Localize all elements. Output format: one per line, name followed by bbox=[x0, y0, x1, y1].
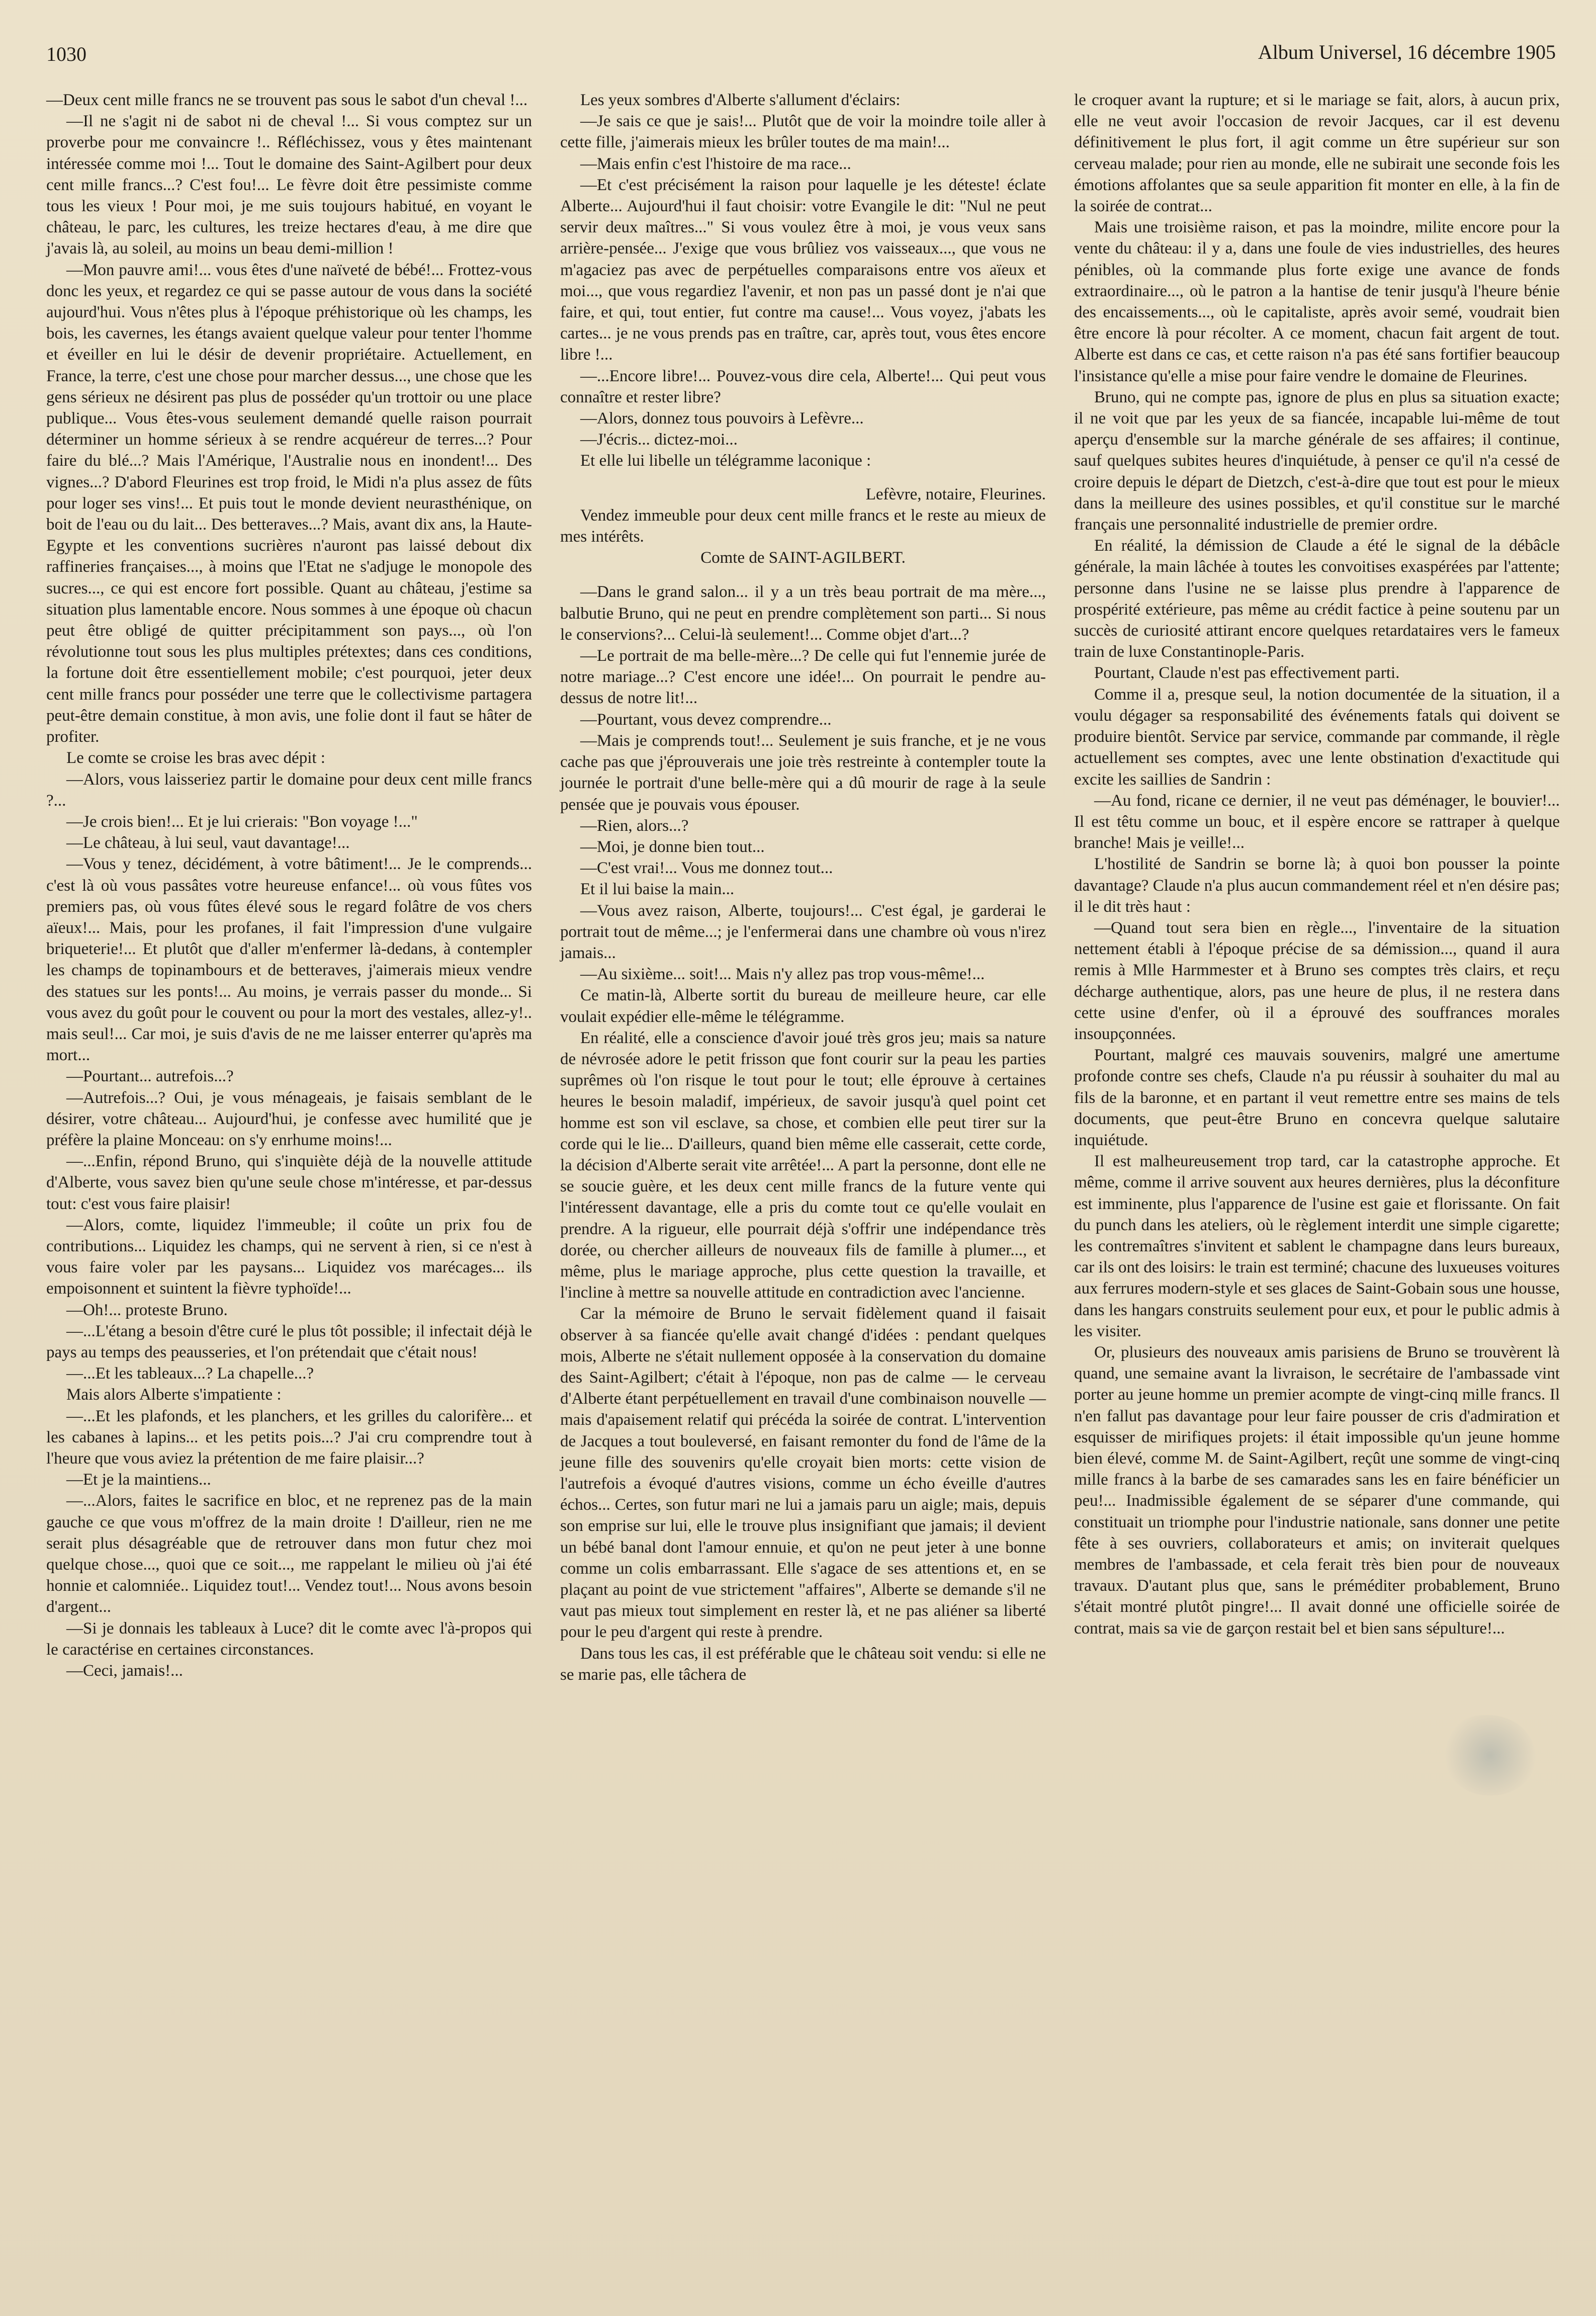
paragraph: —Pourtant, vous devez comprendre... bbox=[580, 710, 832, 729]
paragraph: —...Enfin, répond Bruno, qui s'inquiète déjà de la nouvelle attitude d'Alberte, vous savez bien qu'une seule chose m'intéresse, et par-dessus tout: c'est vous faire plaisir! bbox=[46, 1152, 532, 1213]
page-number: 1030 bbox=[46, 43, 86, 65]
paragraph: En réalité, la démission de Claude a été le signal de la débâcle générale, la main lâchée à toutes les convoitises exaspérées par l'attente; personne dans l'usine ne se laisse plus prendre à l'apparence de prospérité extérieure, pas même au crédit factice à peine soutenu par un succès de curiosité attirant encore quelques retardataires vers le fameux train de luxe Constantinople-Paris. bbox=[1074, 537, 1560, 661]
paragraph: Les yeux sombres d'Alberte s'allument d'éclairs: bbox=[580, 91, 901, 109]
paragraph: —Et je la maintiens... bbox=[66, 1471, 211, 1489]
paragraph: —Je crois bien!... Et je lui crierais: "Bon voyage !..." bbox=[66, 812, 418, 831]
telegram-body: Vendez immeuble pour deux cent mille francs et le reste au mieux de mes intérêts. bbox=[560, 506, 1046, 546]
paragraph: —Au sixième... soit!... Mais n'y allez pas trop vous-même!... bbox=[580, 965, 985, 984]
page-header bbox=[46, 33, 1556, 68]
paragraph: Car la mémoire de Bruno le servait fidèlement quand il faisait observer à sa fiancée qu'elle avait changé d'idées : pendant quelques mois, Alberte ne s'était nullement opposée à la conservation du domaine des Saint-Agilbert; c'était à l'époque, non pas de calme — le cerveau d'Alberte étant perpétuellement en travail d'une combinaison nouvelle — mais d'apaisement relatif qui précéda la soirée de contrat. L'intervention de Jacques a tout bouleversé, en faisant remonter du fond de l'âme de la jeune fille des souvenirs qu'elle croyait bien morts: cette vision de l'autrefois a évoqué d'autres visions, comme un écho éveille d'autres échos... Certes, son futur mari ne lui a jamais paru un aigle; mais, depuis son emprise sur lui, elle le trouve plus insignifiant que jamais; il devient un bébé banal dont l'amour ennuie, et qu'on ne peut jeter à une bonne comme un colis embarrassant. Elle s'agace de ses attentions et, en se plaçant au point de vue strictement "affaires", Alberte se demande s'il ne vaut pas mieux tout simplement en rester là, et ne pas aliéner sa liberté pour le peu d'argent qui reste à prendre. bbox=[560, 1305, 1046, 1642]
paragraph: Mais une troisième raison, et pas la moindre, milite encore pour la vente du château: il y a, dans une foule de vies industrielles, des heures pénibles, où la commande plus forte exige une avance de fonds extraordinaire..., où le patron a la hantise de tenir jusqu'à l'heure bénie des encaissements..., où le capitaliste, après avoir semé, voudrait bien être encore là pour récolter. A ce moment, chacun fait argent de tout. Alberte est dans ce cas, et cette raison n'a pas été sans fortifier beaucoup l'insistance qu'elle a mise pour faire vendre le domaine de Fleurines. bbox=[1074, 218, 1560, 385]
paragraph: Et il lui baise la main... bbox=[580, 880, 735, 899]
paragraph: Ce matin-là, Alberte sortit du bureau de meilleure heure, car elle voulait expédier elle-même le télégramme. bbox=[560, 986, 1046, 1026]
paragraph: —Mon pauvre ami!... vous êtes d'une naïveté de bébé!... Frottez-vous donc les yeux, et regardez ce qui se passe autour de vous dans la société aujourd'hui. Vous n'êtes plus à l'époque préhistorique où les champs, les bois, les cavernes, les étangs avaient quelque valeur pour tenter l'homme et éveiller en lui le désir de devenir propriétaire. Actuellement, en France, la terre, c'est une chose pour marcher dessus..., une chose que les gens sérieux ne désirent pas plus de posséder qu'un trottoir ou une place publique... Vous êtes-vous seulement demandé quelle raison pourrait déterminer un homme sérieux à se rendre acquéreur de terres...? Pour faire du blé...? Mais l'Amérique, l'Australie nous en inondent!... Des vignes...? D'abord Fleurines est trop froid, le Midi n'a plus assez de fûts pour loger ses vins!... Et puis tout le monde devient neurasthénique, on boit de l'eau ou du lait... Des betteraves...? Mais, avant dix ans, la Haute-Egypte et les conventions sucrières n'auront pas laissé debout dix raffineries françaises..., à moins que l'Etat ne s'adjuge le monopole des sucres..., ce qui est encore fort possible. Quant au château, j'estime sa situation plus lamentable encore. Nous sommes à une époque où chacun peut être obligé de quitter précipitamment son pays..., où l'on révolutionne tout sous les plus multiples prétextes; dans ces conditions, la fortune doit être essentiellement mobile; c'est pourquoi, jeter deux cent mille francs pour posséder une terre que le collectivisme partagera peut-être demain constitue, à mon avis, une folie dont il faut se hâter de profiter. bbox=[46, 261, 532, 746]
paragraph: —Rien, alors...? bbox=[580, 816, 689, 835]
paragraph: —J'écris... dictez-moi... bbox=[580, 431, 738, 449]
paragraph: —Il ne s'agit ni de sabot ni de cheval !... Si vous comptez sur un proverbe pour me convaincre !.. Réfléchissez, vous y êtes maintenant intéressée comme moi !... Tout le domaine des Saint-Agilbert pour deux cent mille francs...? C'est fou!... Le fèvre doit être pessimiste comme tous les vieux ! Pour moi, je me suis toujours habitué, en voyant le château, le parc, les cultures, les treize hectares d'eau, à me dire que j'avais là, au soleil, au moins un beau demi-million ! bbox=[46, 112, 532, 258]
paragraph: —Au fond, ricane ce dernier, il ne veut pas déménager, le bouvier!... Il est têtu comme un bouc, et il espère encore se rattraper à quelque branche! Mais je veille!... bbox=[1074, 791, 1560, 852]
paragraph: —Alors, comte, liquidez l'immeuble; il coûte un prix fou de contributions... Liquidez les champs, qui ne servent à rien, si ce n'est à vous faire voler par les paysans... Liquidez vos marécages... ils empoisonnent et suintent la fièvre typhoïde!... bbox=[46, 1216, 532, 1298]
telegram-address: Lefèvre, notaire, Fleurines. bbox=[865, 485, 1046, 503]
paragraph: Pourtant, Claude n'est pas effectivement parti. bbox=[1094, 664, 1400, 682]
paragraph: —Alors, donnez tous pouvoirs à Lefèvre... bbox=[580, 409, 864, 428]
paragraph: Pourtant, malgré ces mauvais souvenirs, malgré une amertume profonde contre ses chefs, Claude n'a pu réussir à souhaiter du mal au fils de la baronne, et en partant il veut remettre entre ses mains de tels documents, que peut-être Bruno en concevra quelque salutaire inquiétude. bbox=[1074, 1046, 1560, 1149]
paragraph: Le comte se croise les bras avec dépit : bbox=[66, 749, 325, 767]
paragraph: —Dans le grand salon... il y a un très beau portrait de ma mère..., balbutie Bruno, qui ne peut en prendre complètement son parti... Si nous le conservions?... Celui-là seulement!... Comme objet d'art...? bbox=[560, 583, 1046, 644]
paragraph: —Alors, vous laisseriez partir le domaine pour deux cent mille francs ?... bbox=[46, 770, 532, 810]
paragraph: Bruno, qui ne compte pas, ignore de plus en plus sa situation exacte; il ne voit que par les yeux de sa fiancée, incapable lui-même de tout aperçu d'ensemble sur la marche générale de ses affaires; il continue, sauf quelques subites heures d'inquiétude, à penser ce qu'il n'a cessé de croire depuis le départ de Dietzch, c'est-à-dire que tout est pour le mieux dans la meilleure des usines possibles, et qu'il constitue sur le marché français une personnalité industrielle de premier ordre. bbox=[1074, 388, 1560, 534]
paragraph: —...Et les tableaux...? La chapelle...? bbox=[66, 1364, 314, 1383]
paragraph: L'hostilité de Sandrin se borne là; à quoi bon pousser la pointe davantage? Claude n'a plus aucun commandement réel et n'en désire pas; il le dit très haut : bbox=[1074, 855, 1560, 916]
paragraph: —Quand tout sera bien en règle..., l'inventaire de la situation nettement établi à l'époque précise de sa démission..., quand il aura remis à Mlle Harmmester et à Bruno ses comptes très clairs, et reçu décharge authentique, alors, pas une heure de plus, il ne restera dans cette usine d'enfer, où il a éprouvé des souffrances morales insoupçonnées. bbox=[1074, 918, 1560, 1043]
paragraph: Il est malheureusement trop tard, car la catastrophe approche. Et même, comme il arrive souvent aux heures dernières, plus la déconfiture est imminente, plus l'apparence de l'usine est gaie et florissante. On fait du punch dans les ateliers, où le règlement interdit une simple cigarette; les contremaîtres s'invitent et sablent le champagne dans leurs bureaux, car ils ont des loisirs: le train est terminé; chacune des luxueuses voitures aux ferrures modern-style et ses glaces de Saint-Gobain sous une housse, dans les hangars construits seulement pour eux, et pour le public admis à les visiter. bbox=[1074, 1152, 1560, 1340]
paragraph: —Ceci, jamais!... bbox=[66, 1662, 183, 1680]
paragraph: —Vous y tenez, décidément, à votre bâtiment!... Je le comprends... c'est là où vous passâtes votre heureuse enfance!... où vous fûtes vos premiers pas, où vous fûtes élevé sous le regard folâtre de vos chers aïeux!... Mais, pour les profanes, il fait l'impression d'une vulgaire briqueterie!... Et plutôt que d'aller m'enfermer là-dedans, à contempler les champs de topinambours et de betteraves, j'aimerais mieux vendre des statues sur les ponts!... Au moins, je verrais passer du monde... Si vous avez du goût pour le couvent ou pour la mort des vestales, allez-y!.. mais seul!... Car moi, je suis d'avis de ne me laisser enterrer qu'après ma mort... bbox=[46, 855, 532, 1065]
column-1 bbox=[46, 90, 532, 2281]
paragraph: —Mais je comprends tout!... Seulement je suis franche, et je ne vous cache pas que j'éprouverais une joie très restreinte à contempler toute la journée le portrait d'une belle-mère qui a dû mourir de rage à la seule pensée que je pouvais vous épouser. bbox=[560, 731, 1046, 814]
paragraph: —Pourtant... autrefois...? bbox=[66, 1067, 234, 1086]
paragraph: —Et c'est précisément la raison pour laquelle je les déteste! éclate Alberte... Aujourd'hui il faut choisir: votre Evangile le dit: "Nul ne peut servir deux maîtres..." Si vous voulez être à moi, je vous veux sans arrière-pensée... J'exige que vous brûliez vos vaisseaux..., que vous ne m'agaciez pas avec de perpétuelles comparaisons entre vos aïeux et moi..., que vous regardiez l'avenir, et non pas un passé dont je n'ai que faire, et qui, tout entier, fut contre ma cause!... Vous voyez, j'abats les cartes... je ne vous prends pas en traître, car, après tout, vous êtes encore libre !... bbox=[560, 176, 1046, 364]
paragraph: —Deux cent mille francs ne se trouvent pas sous le sabot d'un cheval !... bbox=[46, 91, 528, 109]
paragraph: —Moi, je donne bien tout... bbox=[580, 837, 765, 856]
column-2 bbox=[560, 90, 1046, 2281]
paragraph: —Vous avez raison, Alberte, toujours!... C'est égal, je garderai le portrait tout de même...; je l'enfermerai dans une chambre où vous n'irez jamais... bbox=[560, 901, 1046, 962]
paragraph: En réalité, elle a conscience d'avoir joué très gros jeu; mais sa nature de névrosée adore le petit frisson que font courir sur la peau les parties suprêmes où l'on risque le tout pour le tout; elle éprouve à certaines heures le besoin maladif, impérieux, de savoir jusqu'à quel point cet homme est son vil esclave, sa chose, et combien elle peut tirer sur la corde qui le lie... D'ailleurs, quand bien même elle casserait, cette corde, la décision d'Alberte serait vite arrêtée!... A part la personne, dont elle ne se soucie guère, et les deux cent mille francs de la future vente qui l'intéressent davantage, elle a pris du comte tout ce qu'elle voulait en prendre. A la rigueur, elle pourrait déjà s'offrir une indépendance très dorée, ou chercher ailleurs de nouveaux fils de famille à plumer..., et même, plus le mariage approche, plus cette question la travaille, et l'incline à mettre sa nouvelle attitude en contradiction avec l'ancienne. bbox=[560, 1028, 1046, 1302]
paragraph: —...L'étang a besoin d'être curé le plus tôt possible; il infectait déjà le pays au temps des peausseries, et l'on prétendait que c'était nous! bbox=[46, 1322, 532, 1361]
paragraph: —Je sais ce que je sais!... Plutôt que de voir la moindre toile aller à cette fille, j'aimerais mieux les brûler toutes de ma main!... bbox=[560, 112, 1046, 152]
paragraph: Dans tous les cas, il est préférable que le château soit vendu: si elle ne se marie pas, elle tâchera de bbox=[560, 1644, 1046, 1684]
paragraph: —...Encore libre!... Pouvez-vous dire cela, Alberte!... Qui peut vous connaître et rester libre? bbox=[560, 367, 1046, 406]
running-title: Album Universel, 16 décembre 1905 bbox=[1258, 41, 1556, 63]
paragraph: Mais alors Alberte s'impatiente : bbox=[66, 1386, 282, 1404]
paragraph: —C'est vrai!... Vous me donnez tout... bbox=[580, 859, 833, 878]
text-columns bbox=[46, 90, 1560, 2281]
paragraph: Or, plusieurs des nouveaux amis parisiens de Bruno se trouvèrent là quand, une semaine avant la livraison, le secrétaire de l'ambassade vint porter au jeune homme un premier acompte de vingt-cinq mille francs. Il n'en fallut pas davantage pour leur faire pousser de cris d'admiration et esquisser de mirifiques projets: il était impossible qu'un jeune homme bien élevé, comme M. de Saint-Agilbert, reçût une somme de vingt-cinq mille francs à la barbe de ses camarades sans les en faire bénéficier un peu!... Inadmissible également de se séparer d'une commande, qui constituait un triomphe pour l'industrie nationale, sans donner une petite fête à ses ouvriers, collaborateurs et amis; on inviterait quelques membres de l'ambassade, et cela ferait très bien pour de nouveaux travaux. D'autant plus que, sans le préméditer probablement, Bruno s'était montré plutôt pingre!... Il avait donné une officielle soirée de contrat, mais sa vie de garçon restait bel et bien sans sépulture!... bbox=[1074, 1343, 1560, 1638]
paragraph: —...Alors, faites le sacrifice en bloc, et ne reprenez pas de la main gauche ce que vous m'offrez de la main droite ! D'ailleur, rien ne me serait plus désagréable que de retrouver dans mon futur chez moi quelque chose..., quoi que ce soit..., me rappelant le milieu où j'ai été honnie et calomniée.. Liquidez tout!... Vendez tout!... Nous avons besoin d'argent... bbox=[46, 1492, 532, 1616]
paragraph: —Le portrait de ma belle-mère...? De celle qui fut l'ennemie jurée de notre mariage...? C'est encore une idée!... On pourrait le pendre au-dessus de notre lit!... bbox=[560, 647, 1046, 708]
paragraph: le croquer avant la rupture; et si le mariage se fait, alors, à aucun prix, elle ne veut avoir l'occasion de revoir Jacques, car il est devenu définitivement le plus fort, il agit comme un être supérieur sur son cerveau malade; pour rien au monde, elle ne subirait une seconde fois les émotions affolantes que sa seule apparition fit monter en elle, à la fin de la soirée de contrat... bbox=[1074, 91, 1560, 216]
column-3 bbox=[1074, 90, 1560, 2281]
paragraph: Et elle lui libelle un télégramme laconique : bbox=[580, 452, 871, 470]
paragraph: —...Et les plafonds, et les planchers, et les grilles du calorifère... et les cabanes à lapins... et les petits pois...? J'ai cru comprendre tout à l'heure que vous aviez la prétention de me faire plaisir...? bbox=[46, 1407, 532, 1468]
paragraph: —Mais enfin c'est l'histoire de ma race... bbox=[580, 154, 851, 173]
paragraph: Comme il a, presque seul, la notion documentée de la situation, il a voulu dégager sa responsabilité des événements fatals qui doivent se produire bientôt. Service par service, commande par commande, il règle actuellement ses comptes, avec une lente obstination d'exactitude qui excite les saillies de Sandrin : bbox=[1074, 685, 1560, 789]
paragraph: —Autrefois...? Oui, je vous ménageais, je faisais semblant de le désirer, votre château... Aujourd'hui, je confesse avec humilité que je préfère la plaine Monceau: on s'y enrhume moins!... bbox=[46, 1088, 532, 1149]
paragraph: —Si je donnais les tableaux à Luce? dit le comte avec l'à-propos qui le caractérise en certaines circonstances. bbox=[46, 1619, 532, 1659]
paragraph: —Le château, à lui seul, vaut davantage!... bbox=[66, 834, 350, 852]
telegram-signature: Comte de SAINT-AGILBERT. bbox=[700, 549, 906, 567]
paragraph: —Oh!... proteste Bruno. bbox=[66, 1301, 228, 1319]
